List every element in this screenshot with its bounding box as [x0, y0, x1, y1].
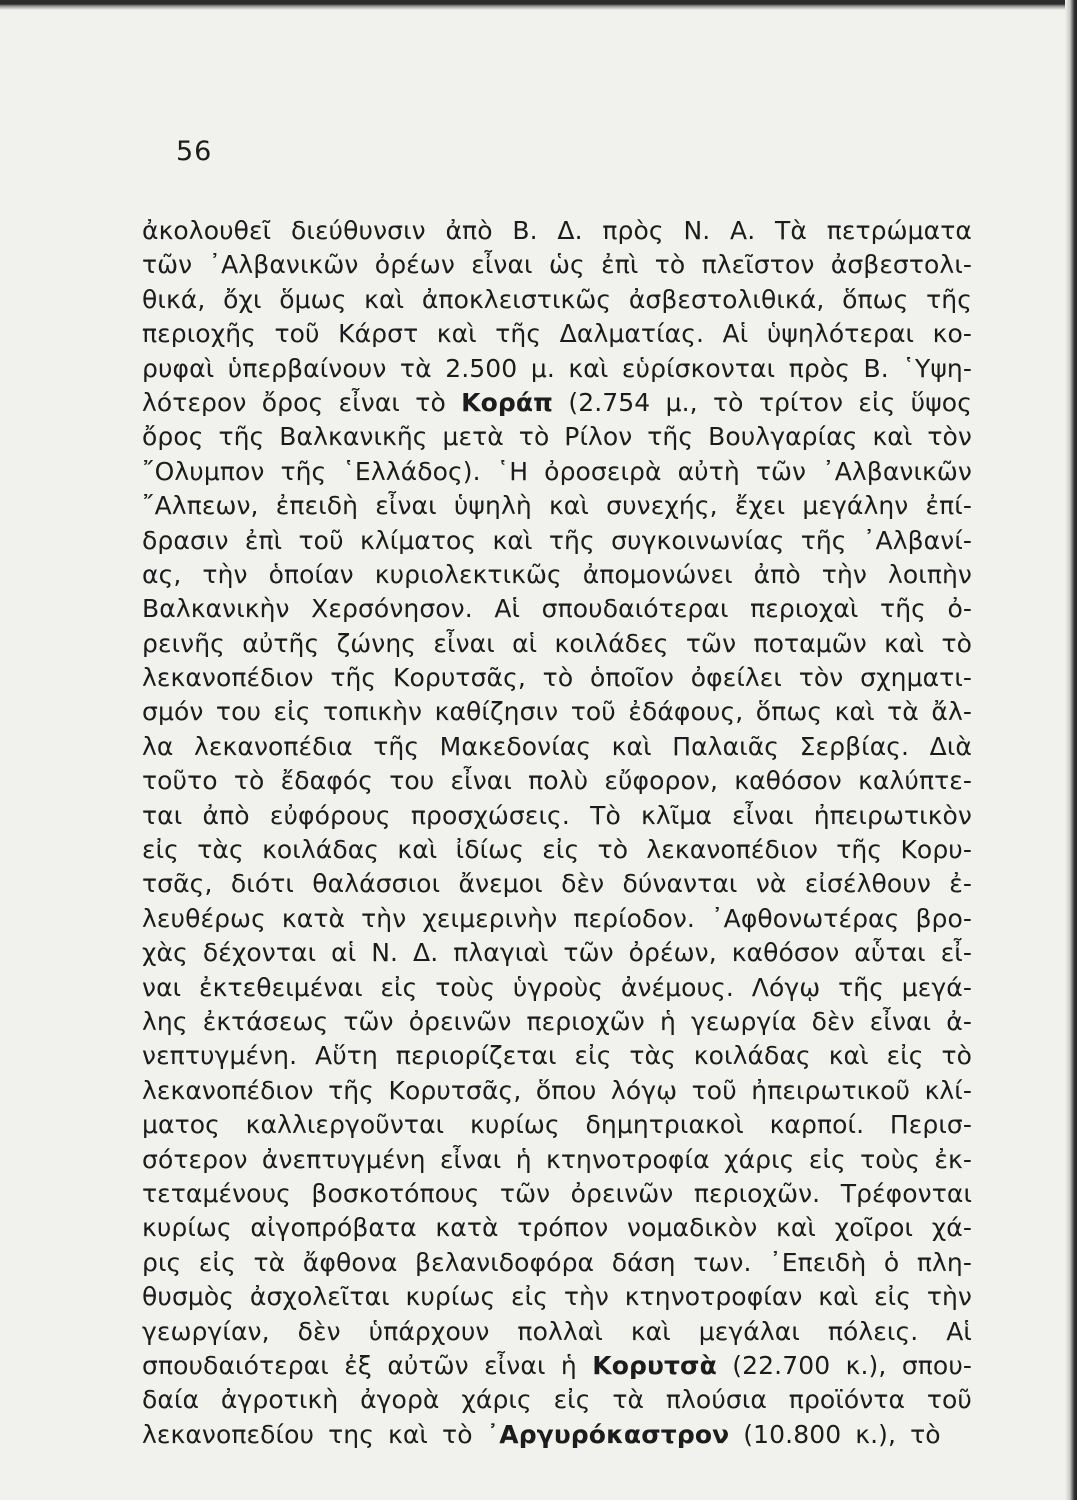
text-line: κυρίως αἰγοπρόβατα κατὰ τρόπον νομαδικὸν καὶ χοῖροι χά-	[142, 1213, 972, 1243]
text-line: ρυφαὶ ὑπερβαίνουν τὰ 2.500 μ. καὶ εὑρίσκονται πρὸς Β. ῾Υψη-	[142, 353, 972, 383]
scan-top-edge	[0, 0, 1077, 10]
text-line: Βαλκανικὴν Χερσόνησον. Αἱ σπουδαιότεραι περιοχαὶ τῆς ὀ-	[142, 594, 972, 624]
text-line: θικά, ὄχι ὅμως καὶ ἀποκλειστικῶς ἀσβεστολιθικά, ὅπως τῆς	[142, 284, 972, 314]
bold-city-name: ᾿Αργυρόκαστρον	[486, 1419, 730, 1449]
text-line: εἰς τὰς κοιλάδας καὶ ἰδίως εἰς τὸ λεκανοπέδιον τῆς Κορυ-	[142, 835, 972, 865]
text-line: ῎Αλπεων, ἐπειδὴ εἶναι ὑψηλὴ καὶ συνεχής, ἔχει μεγάλην ἐπί-	[142, 491, 972, 521]
text-line: λεκανοπέδιον τῆς Κορυτσᾶς, τὸ ὁποῖον ὀφείλει τὸν σχηματι-	[142, 663, 972, 693]
text-line: τεταμένους βοσκοτόπους τῶν ὀρεινῶν περιοχῶν. Τρέφονται	[142, 1178, 972, 1208]
text-line: περιοχῆς τοῦ Κάρστ καὶ τῆς Δαλματίας. Αἱ ὑψηλότεραι κο-	[142, 319, 972, 349]
text-line: γεωργίαν, δὲν ὑπάρχουν πολλαὶ καὶ μεγάλαι πόλεις. Αἱ	[142, 1316, 972, 1346]
text-line: ῎Ολυμπον τῆς ῾Ελλάδος). ῾Η ὀροσειρὰ αὐτὴ τῶν ᾿Αλβανικῶν	[142, 456, 972, 486]
text-line: ματος καλλιεργοῦνται κυρίως δημητριακοὶ καρποί. Περισ-	[142, 1110, 972, 1140]
scan-right-edge	[1065, 0, 1077, 1500]
text-line: λεκανοπεδίου της καὶ τὸ ᾿Αργυρόκαστρον (10.800 κ.), τὸ	[142, 1419, 941, 1449]
bold-city-name: Κορυτσὰ	[592, 1350, 717, 1380]
text-line: θυσμὸς ἀσχολεῖται κυρίως εἰς τὴν κτηνοτροφίαν καὶ εἰς τὴν	[142, 1282, 972, 1312]
text-line: σπουδαιότεραι ἐξ αὐτῶν εἶναι ἡ Κορυτσὰ (22.700 κ.), σπου-	[142, 1350, 973, 1380]
text-line: ας, τὴν ὁποίαν κυριολεκτικῶς ἀπομονώνει ἀπὸ τὴν λοιπὴν	[142, 559, 972, 589]
text-line: ὄρος τῆς Βαλκανικῆς μετὰ τὸ Ρίλον τῆς Βουλγαρίας καὶ τὸν	[142, 422, 972, 452]
text-line: σότερον ἀνεπτυγμένη εἶναι ἡ κτηνοτροφία χάρις εἰς τοὺς ἐκ-	[142, 1144, 972, 1174]
text-line: ρις εἰς τὰ ἄφθονα βελανιδοφόρα δάση των. ᾿Επειδὴ ὁ πλη-	[142, 1247, 972, 1277]
body-text	[142, 214, 972, 1452]
text-line: δρασιν ἐπὶ τοῦ κλίματος καὶ τῆς συγκοινωνίας τῆς ᾿Αλβανί-	[142, 525, 972, 555]
text-line: ρεινῆς αὐτῆς ζώνης εἶναι αἱ κοιλάδες τῶν ποταμῶν καὶ τὸ	[142, 628, 972, 658]
text-line: νεπτυγμένη. Αὕτη περιορίζεται εἰς τὰς κοιλάδας καὶ εἰς τὸ	[142, 1041, 972, 1071]
text-line: λα λεκανοπέδια τῆς Μακεδονίας καὶ Παλαιᾶς Σερβίας. Διὰ	[142, 731, 972, 761]
text-line: τοῦτο τὸ ἔδαφός του εἶναι πολὺ εὔφορον, καθόσον καλύπτε-	[142, 766, 972, 796]
text-line: σμόν του εἰς τοπικὴν καθίζησιν τοῦ ἐδάφους, ὅπως καὶ τὰ ἄλ-	[142, 697, 972, 727]
text-line: τῶν ᾿Αλβανικῶν ὀρέων εἶναι ὡς ἐπὶ τὸ πλεῖστον ἀσβεστολι-	[142, 250, 972, 280]
bold-mountain-name: Κοράπ	[461, 387, 554, 417]
text-line: λης ἐκτάσεως τῶν ὀρεινῶν περιοχῶν ἡ γεωργία δὲν εἶναι ἀ-	[142, 1006, 972, 1036]
text-line: λότερον ὄρος εἶναι τὸ Κοράπ (2.754 μ., τὸ τρίτον εἰς ὕψος	[142, 387, 972, 417]
text-line: λευθέρως κατὰ τὴν χειμερινὴν περίοδον. ᾿Αφθονωτέρας βρο-	[142, 903, 972, 933]
text-line: τσᾶς, διότι θαλάσσιοι ἄνεμοι δὲν δύνανται νὰ εἰσέλθουν ἐ-	[142, 869, 972, 899]
text-line: ἀκολουθεῖ διεύθυνσιν ἀπὸ Β. Δ. πρὸς Ν. Α. Τὰ πετρώματα	[142, 216, 972, 245]
text-line: ται ἀπὸ εὐφόρους προσχώσεις. Τὸ κλῖμα εἶναι ἠπειρωτικὸν	[142, 800, 972, 830]
text-line: λεκανοπέδιον τῆς Κορυτσᾶς, ὅπου λόγῳ τοῦ ἠπειρωτικοῦ κλί-	[142, 1075, 972, 1105]
page-number: 56	[176, 136, 213, 167]
text-line: ναι ἐκτεθειμέναι εἰς τοὺς ὑγροὺς ἀνέμους. Λόγῳ τῆς μεγά-	[142, 972, 972, 1002]
text-line: χὰς δέχονται αἱ Ν. Δ. πλαγιαὶ τῶν ὀρέων, καθόσον αὗται εἶ-	[142, 938, 972, 968]
text-line: δαία ἀγροτικὴ ἀγορὰ χάρις εἰς τὰ πλούσια προϊόντα τοῦ	[142, 1385, 972, 1415]
